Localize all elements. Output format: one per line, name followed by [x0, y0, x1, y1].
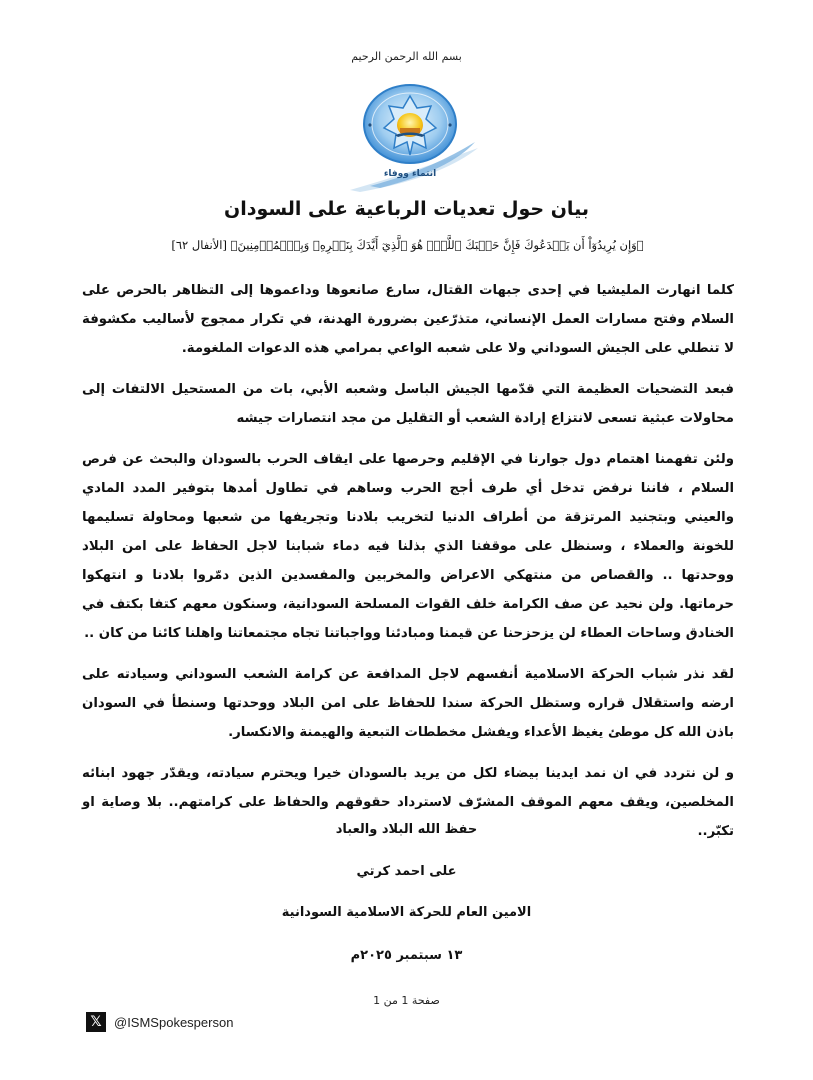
logo-slogan: انتماء ووفاء: [383, 169, 437, 179]
islamic-movement-emblem-icon: [340, 78, 480, 196]
page-number: صفحة 1 من 1: [373, 994, 440, 1007]
basmala: بسم الله الرحمن الرحيم: [351, 50, 462, 63]
paragraph: لقد نذر شباب الحركة الاسلامية أنفسهم لاجل المدافعة عن كرامة الشعب السوداني وسيادته على ارضه واستقلال قراره وستظل الحركة سندا للحفاظ على امن البلاد ووحدتها وسنطأ في السودان باذن الله كل موطئ يغيظ الأعداء ويفشل مخططات التبعية والهيمنة والانكسار.: [82, 667, 734, 740]
paragraph: كلما انهارت المليشيا في إحدى جبهات القتال، سارع صانعوها وداعموها إلى التظاهر بالحرص على السلام وفتح مسارات العمل الإنساني، متذرّعين بضرورة الهدنة، في تكرار ممجوج لأساليب مكشوفة لا تنطلي على الجيش السوداني ولا على شعبه الواعي بمرامي هذه الدعوات الملغومة.: [82, 283, 734, 356]
social-handle[interactable]: [86, 1012, 233, 1032]
closing-prayer: حفظ الله البلاد والعباد: [335, 822, 478, 837]
statement-body: [82, 276, 734, 858]
paragraph: و لن نتردد في ان نمد ايدينا بيضاء لكل من يريد بالسودان خيرا ويحترم سيادته، ويقدّر جهود ابنائه المخلصين، ويقف معهم الموقف المشرّف لاسترداد حقوقهم والحفاظ على كرامتهم.. بلا وصاية او تكبّر..: [82, 766, 734, 839]
paragraph: ولئن تفهمنا اهتمام دول جوارنا في الإقليم وحرصها على ايقاف الحرب بالسودان والبحث عن فرص السلام ، فاننا نرفض تدخل أي طرف أجج الحرب وساهم في تطاول أمدها بتوفير المدد المادي والعيني وبتجنيد المرتزقة من أطراف الدنيا لتخريب بلادنا وتجريفها من شعبها ومحاولة تسليمها للخونة والعملاء ، وسنظل على موقفنا الذي بذلنا فيه دماء شبابنا لاجل الحفاظ على امن البلاد ووحدتها .. والقصاص من منتهكي الاعراض والمخربين والمفسدين الذين دمّروا بلادنا و انتهكوا حرماتها. ولن نحيد عن صف الكرامة خلف القوات المسلحة السودانية، وسنكون معهم كتفا بكتف في الخنادق وساحات العطاء لن يزحزحنا عن قيمنا ومبادئنا وواجباتنا تجاه مجتمعاتنا واهلنا كائنا من كان ..: [82, 452, 734, 641]
quran-verse: ﴿وَإِن يُرِيدُوٓاْ أَن يَخۡدَعُوكَ فَإِنَّ حَسۡبَكَ ٱللَّهُۚ هُوَ ٱلَّذِيٓ أَيَّدَكَ بِنَصۡرِهِۦ وَبِٱلۡمُؤۡمِنِينَ﴾ [الأنفال ٦٢]: [171, 238, 644, 252]
paragraph: فبعد التضحيات العظيمة التي قدّمها الجيش الباسل وشعبه الأبي، بات من المستحيل الالتفات إلى محاولات عبثية تسعى لانتزاع إرادة الشعب أو التقليل من مجد انتصارات جيشه: [82, 382, 734, 426]
social-handle-text: @ISMSpokesperson: [114, 1014, 234, 1030]
signatory-name: على احمد كرتي: [356, 864, 457, 879]
signatory-position: الامين العام للحركة الاسلامية السودانية: [281, 905, 532, 920]
page-title: بيان حول تعديات الرباعية على السودان: [224, 198, 589, 220]
x-logo-icon: 𝕏: [86, 1012, 106, 1032]
statement-date: ١٣ سبتمبر ٢٠٢٥م: [350, 948, 463, 963]
